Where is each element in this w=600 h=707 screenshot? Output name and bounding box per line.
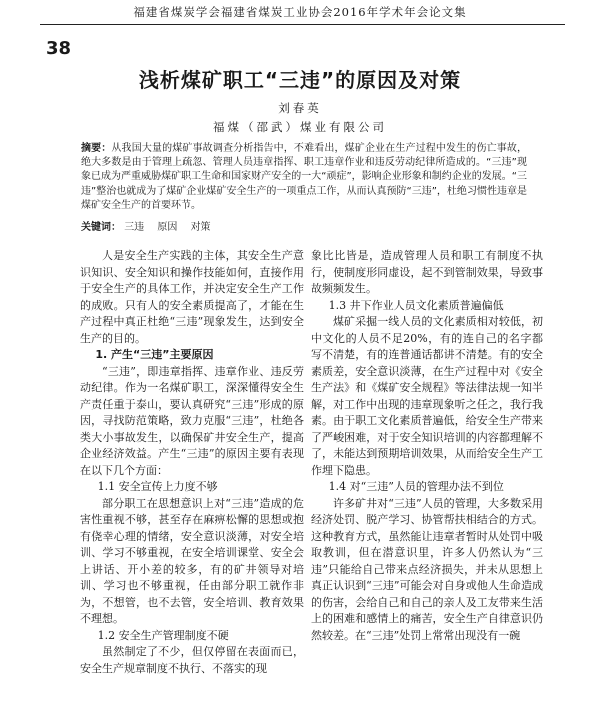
subsection-1-1-paragraph: 部分职工在思想意识上对“三违”造成的危害性重视不够，甚至存在麻痹松懈的思想或抱有侥幸心理的情绪，安全意识淡薄，对安全培训、学习不够重视，在安全培训课堂、安全会上讲话、开小差的较多，有的矿井领导对培训、学习也不够重视，任由部分职工就作非为，不想管，也不去管，安全培训、教育效果不理想。 <box>80 496 304 625</box>
keywords-label: 关键词： <box>81 222 121 233</box>
subsection-1-3-paragraph: 煤矿采掘一线人员的文化素质相对较低，初中文化的人员不足20%，有的连自己的名字都写不清楚，有的连普通话都讲不清楚。有的安全素质差，安全意识淡薄，在生产过程中对《安全生产法》和《煤矿安全规程》等法律法规一知半解，对工作中出现的违章现象听之任之，我行我素。由于职工文化素质普遍低，给安全生产带来了严峻困难，对于安全知识培训的内容都理解不了，未能达到预期培训效果，从而给安全生产工作埋下隐患。 <box>311 315 543 477</box>
intro-paragraph: 人是安全生产实践的主体，其安全生产意识知识、安全知识和操作技能如何，直接作用于安全生产的具体工作，并决定安全生产工作的成败。只有人的安全素质提高了，才能在生产过程中真正杜绝“三违”现象发生，达到安全生产的目的。 <box>80 249 304 345</box>
abstract-text: 从我国大量的煤矿事故调查分析指告中，不难看出，煤矿企业在生产过程中发生的伤亡事故，绝大多数是由于管理上疏忽、管理人员违章指挥、职工违章作业和违反劳动纪律所造成的。“三违”现象已成为严重威胁煤矿职工生命和国家财产安全的一大“顽症”，影响企业形象和制约企业的发展。“三违”整治也就成为了煤矿企业煤矿安全生产的一项重点工作，从而认真预防“三违”，杜绝习惯性违章是煤矿安全生产的首要环节。 <box>81 143 528 211</box>
abstract-label: 摘要： <box>81 143 112 154</box>
left-column <box>80 248 304 677</box>
section-1-paragraph: “三违”，即违章指挥、违章作业、违反劳动纪律。作为一名煤矿职工，深深懂得安全生产责任重于泰山，要认真研究“三违”形成的原因，寻找防范策略，致力克服“三违”，杜绝各类大小事故发生，以确保矿井安全生产，提高企业经济效益。产生“三违”的原因主要有表现在以下几个方面： <box>80 364 304 477</box>
section-1-heading: 1. 产生“三违”主要原因 <box>95 348 214 361</box>
continued-paragraph: 象比比皆是，造成管理人员和职工有制度不执行，使制度形同虚设，起不到管制效果，导致事故频频发生。 <box>311 249 543 295</box>
subsection-1-4-heading: 1.4 对“三违”人员的管理办法不到位 <box>328 480 504 493</box>
subsection-1-4-paragraph: 许多矿井对“三违”人员的管理，大多数采用经济处罚、脱产学习、协管帮扶相结合的方式。这种教育方式，虽然能让违章者暂时从处罚中吸取教训，但在潜意识里，许多人仍然认为“三违”只能给自己带来点经济损失，并未从思想上真正认识到“三违”可能会对自身或他人生命造成的伤害，会给自己和自己的亲人及工友带来生活上的困难和感情上的痛苦，安全生产自律意识仍然较差。在“三违”处罚上常常出现没有一碗 <box>311 496 543 642</box>
subsection-1-2-paragraph: 虽然制定了不少，但仅停留在表面而已，安全生产规章制度不执行、不落实的现 <box>80 645 304 675</box>
right-column <box>311 248 543 644</box>
abstract <box>81 142 527 213</box>
author-name: 刘春英 <box>278 101 322 115</box>
article-title: 浅析煤矿职工“三违”的原因及对策 <box>138 68 462 92</box>
subsection-1-3-heading: 1.3 井下作业人员文化素质普遍偏低 <box>328 298 504 312</box>
subsection-1-1-heading: 1.1 安全宣传上力度不够 <box>97 480 218 493</box>
keywords <box>81 218 527 233</box>
running-head: 福建省煤炭学会福建省煤炭工业协会2016年学术年会论文集 <box>133 5 467 19</box>
header-rule <box>40 24 565 25</box>
keyword: 原因 <box>157 222 178 233</box>
author-affiliation: 福煤（邵武）煤业有限公司 <box>213 120 387 134</box>
keyword: 三违 <box>124 222 145 233</box>
subsection-1-2-heading: 1.2 安全生产管理制度不硬 <box>97 628 229 642</box>
page-number: 38 <box>46 38 72 59</box>
keyword: 对策 <box>190 222 211 233</box>
